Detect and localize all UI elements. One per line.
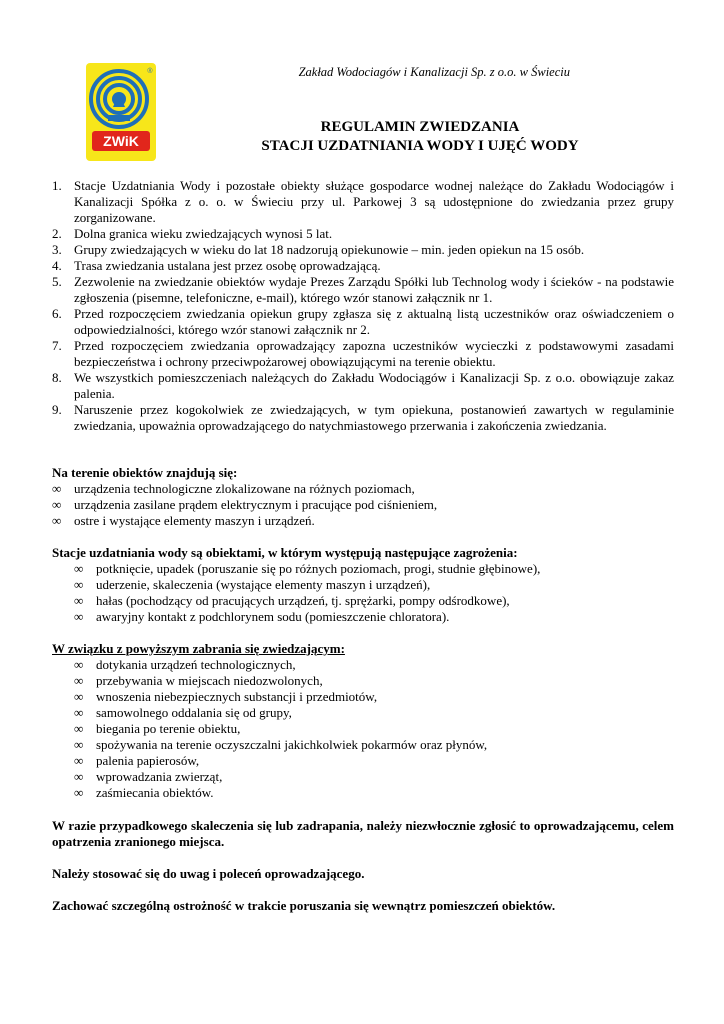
list-item-text: ostre i wystające elementy maszyn i urządzeń.	[74, 513, 315, 528]
list-item	[74, 705, 674, 721]
rule-text: Przed rozpoczęciem zwiedzania oprowadzający zapozna uczestników wycieczki z podstawowymi zasadami bezpieczeństwa i ochrony przeciwpożarowej obowiązującymi na terenie obiektu.	[74, 338, 674, 369]
infinity-bullet-icon: ∞	[74, 785, 84, 800]
rule-text: Przed rozpoczęciem zwiedzania opiekun grupy zgłasza się z aktualną listą uczestników oraz oświadczeniem o odpowiedzialności, którego wzór stanowi załącznik nr 2.	[74, 306, 674, 337]
list-item	[74, 785, 674, 801]
zwik-logo-graphic	[86, 63, 156, 161]
rule-text: Grupy zwiedzających w wieku do lat 18 nadzorują opiekunowie – min. jeden opiekun na 15 osób.	[74, 242, 585, 257]
document-title	[160, 118, 680, 156]
infinity-bullet-icon: ∞	[74, 657, 84, 672]
list-item-text: dotykania urządzeń technologicznych,	[96, 657, 296, 672]
list-item	[74, 737, 674, 753]
rule-number: 2.	[52, 226, 62, 241]
rule-number: 7.	[52, 338, 62, 353]
list-item	[74, 721, 674, 737]
infinity-bullet-icon: ∞	[74, 769, 84, 784]
infinity-bullet-icon: ∞	[74, 561, 84, 576]
list-item	[74, 753, 674, 769]
rule-number: 9.	[52, 402, 62, 417]
list-item	[74, 561, 674, 577]
list-item	[74, 593, 674, 609]
list-item-text: wnoszenia niebezpiecznych substancji i przedmiotów,	[96, 689, 378, 704]
rule-number: 8.	[52, 370, 62, 385]
list-item-text: palenia papierosów,	[96, 753, 200, 768]
list-item-text: potknięcie, upadek (poruszanie się po różnych poziomach, progi, studnie głębinowe),	[96, 561, 541, 576]
logo-registered-mark: ®	[147, 68, 153, 75]
rule-text: Stacje Uzdatniania Wody i pozostałe obiekty służące gospodarce wodnej należące do Zakładu Wodociągów i Kanalizacji Spółka z o. o. w Świeciu przy ul. Parkowej 3 są udostępnione do zwiedzania przez grupy zorganizowane.	[74, 178, 674, 225]
closing-paragraph-1: W razie przypadkowego skaleczenia się lub zadrapania, należy niezwłocznie zgłosić to oprowadzającemu, celem opatrzenia zranionego miejsca.	[52, 818, 674, 849]
closing-paragraph-2: Należy stosować się do uwag i poleceń oprowadzającego.	[52, 866, 365, 881]
list-item-text: zaśmiecania obiektów.	[96, 785, 214, 800]
rule-item	[52, 370, 674, 402]
list-item	[52, 497, 652, 513]
rule-item	[52, 338, 674, 370]
section3-heading: W związku z powyższym zabrania się zwiedzającym:	[52, 641, 345, 656]
closing-paragraph-3: Zachować szczególną ostrożność w trakcie poruszania się wewnątrz pomieszczeń obiektów.	[52, 898, 556, 913]
infinity-bullet-icon: ∞	[74, 721, 84, 736]
rule-text: We wszystkich pomieszczeniach należących do Zakładu Wodociągów i Kanalizacji Sp. z o.o. obowiązuje zakaz palenia.	[74, 370, 674, 401]
list-item-text: biegania po terenie obiektu,	[96, 721, 241, 736]
rule-number: 3.	[52, 242, 62, 257]
list-item	[74, 689, 674, 705]
list-item-text: hałas (pochodzący od pracujących urządzeń, tj. sprężarki, pompy odśrodkowe),	[96, 593, 510, 608]
title-line-2: STACJI UZDATNIANIA WODY I UJĘĆ WODY	[261, 138, 579, 154]
rule-item	[52, 226, 674, 242]
rule-number: 1.	[52, 178, 62, 193]
list-item	[74, 657, 674, 673]
list-item-text: urządzenia technologiczne zlokalizowane na różnych poziomach,	[74, 481, 415, 496]
list-item-text: samowolnego oddalania się od grupy,	[96, 705, 292, 720]
rule-item	[52, 258, 674, 274]
list-item	[74, 577, 674, 593]
list-item-text: spożywania na terenie oczyszczalni jakichkolwiek pokarmów oraz płynów,	[96, 737, 488, 752]
infinity-bullet-icon: ∞	[52, 481, 62, 496]
zwik-logo	[86, 63, 156, 161]
rule-text: Zezwolenie na zwiedzanie obiektów wydaje Prezes Zarządu Spółki lub Technolog wody i ścieków - na podstawie zgłoszenia (pisemne, telefoniczne, e-mail), którego wzór stanowi załącznik nr 1.	[74, 274, 674, 305]
infinity-bullet-icon: ∞	[74, 689, 84, 704]
section1-list	[52, 481, 652, 529]
company-name: Zakład Wodociagów i Kanalizacji Sp. z o.o. w Świeciu	[298, 65, 570, 79]
list-item	[74, 609, 674, 625]
rule-item	[52, 402, 674, 434]
list-item	[74, 769, 674, 785]
infinity-bullet-icon: ∞	[74, 577, 84, 592]
section2-list	[74, 561, 674, 625]
logo-text: ZWiK	[103, 133, 139, 149]
rule-item	[52, 274, 674, 306]
list-item-text: przebywania w miejscach niedozwolonych,	[96, 673, 323, 688]
infinity-bullet-icon: ∞	[74, 737, 84, 752]
infinity-bullet-icon: ∞	[74, 609, 84, 624]
section2-heading: Stacje uzdatniania wody są obiektami, w którym występują następujące zagrożenia:	[52, 545, 518, 560]
infinity-bullet-icon: ∞	[74, 705, 84, 720]
list-item	[52, 481, 652, 497]
list-item	[74, 673, 674, 689]
list-item-text: uderzenie, skaleczenia (wystające elementy maszyn i urządzeń),	[96, 577, 431, 592]
rule-item	[52, 178, 674, 226]
rule-number: 5.	[52, 274, 62, 289]
title-line-1: REGULAMIN ZWIEDZANIA	[320, 119, 520, 135]
rule-number: 4.	[52, 258, 62, 273]
infinity-bullet-icon: ∞	[52, 513, 62, 528]
list-item-text: wprowadzania zwierząt,	[96, 769, 223, 784]
list-item	[52, 513, 652, 529]
section3-list	[74, 657, 674, 801]
rule-item	[52, 306, 674, 338]
rules-list	[52, 178, 674, 434]
rule-number: 6.	[52, 306, 62, 321]
list-item-text: urządzenia zasilane prądem elektrycznym i pracujące pod ciśnieniem,	[74, 497, 438, 512]
infinity-bullet-icon: ∞	[74, 593, 84, 608]
infinity-bullet-icon: ∞	[52, 497, 62, 512]
rule-item	[52, 242, 674, 258]
infinity-bullet-icon: ∞	[74, 673, 84, 688]
rule-text: Naruszenie przez kogokolwiek ze zwiedzających, w tym opiekuna, postanowień zawartych w regulaminie zwiedzania, upoważnia oprowadzającego do natychmiastowego przerwania i zakończenia zwiedzania.	[74, 402, 674, 433]
section1-heading: Na terenie obiektów znajdują się:	[52, 465, 238, 480]
rule-text: Dolna granica wieku zwiedzających wynosi 5 lat.	[74, 226, 333, 241]
rule-text: Trasa zwiedzania ustalana jest przez osobę oprowadzającą.	[74, 258, 381, 273]
infinity-bullet-icon: ∞	[74, 753, 84, 768]
list-item-text: awaryjny kontakt z podchlorynem sodu (pomieszczenie chloratora).	[96, 609, 450, 624]
